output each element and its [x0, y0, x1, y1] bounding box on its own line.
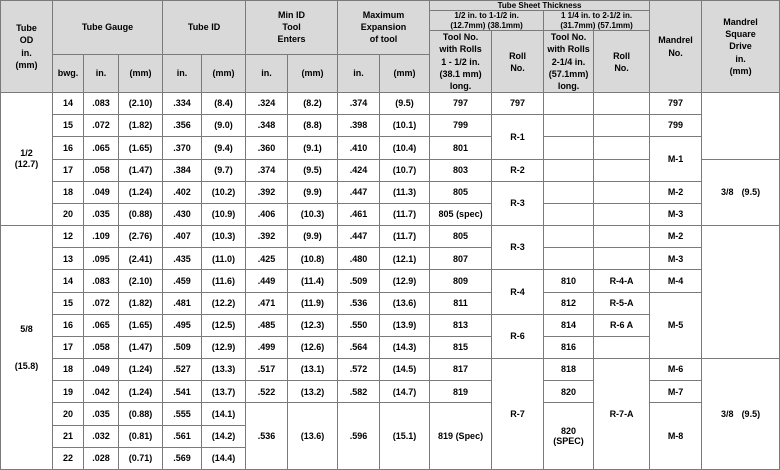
mandrel-square-drive: [702, 226, 780, 359]
gauge-bwg: 12: [53, 226, 84, 248]
gauge-bwg: 21: [53, 425, 84, 447]
header-msd-line1: Mandrel: [723, 17, 758, 28]
roll-no-2: [594, 159, 650, 181]
tube-id-in: .435: [163, 248, 202, 270]
max-exp-mm: (11.3): [380, 181, 430, 203]
header-tst-group-2: [544, 11, 650, 31]
tool-no-2: [544, 93, 594, 115]
header-msd-sub-mm: (mm): [729, 65, 752, 76]
max-exp-mm: (14.3): [380, 336, 430, 358]
header-tst-group-1: [430, 11, 544, 31]
header-tool-no-2-line2: with Rolls: [547, 44, 590, 55]
tube-id-mm: (12.9): [202, 336, 246, 358]
header-tool-no-1-line5: long.: [449, 80, 472, 91]
tube-id-mm: (13.7): [202, 381, 246, 403]
max-exp-in: .596: [338, 403, 380, 470]
gauge-in: .049: [84, 359, 119, 381]
tool-no-1: 819: [430, 381, 492, 403]
header-mandrel-no-line1: Mandrel: [658, 35, 693, 46]
header-tool-no-1-line4: (38.1 mm): [439, 68, 482, 79]
header-tube-sheet-thickness: Tube Sheet Thickness: [430, 1, 650, 11]
gauge-in: .095: [84, 248, 119, 270]
header-tool-no-2-line3: 2-1/4 in.: [551, 56, 586, 67]
max-exp-in: .550: [338, 314, 380, 336]
header-min-id-mm: (mm): [288, 54, 338, 92]
gauge-mm: (0.71): [119, 447, 163, 469]
tube-id-mm: (12.2): [202, 292, 246, 314]
roll-no-2: R-7-A: [594, 359, 650, 470]
header-min-id-line3: Enters: [277, 34, 306, 45]
tool-no-1: 803: [430, 159, 492, 181]
max-exp-in: .461: [338, 203, 380, 225]
gauge-mm: (1.47): [119, 159, 163, 181]
max-exp-in: .564: [338, 336, 380, 358]
gauge-in: .049: [84, 181, 119, 203]
max-exp-mm: (10.7): [380, 159, 430, 181]
min-id-in: .485: [246, 314, 288, 336]
header-tube-od: [1, 1, 53, 93]
table-row: [1, 270, 780, 292]
roll-no-2: [594, 181, 650, 203]
min-id-in: .522: [246, 381, 288, 403]
header-mandrel-no-line2: No.: [668, 47, 683, 58]
max-exp-in: .447: [338, 226, 380, 248]
gauge-bwg: 15: [53, 292, 84, 314]
header-tool-no-2-line4: (57.1mm): [548, 68, 589, 79]
tool-no-2: [544, 203, 594, 225]
gauge-in: .042: [84, 381, 119, 403]
mandrel-no: 799: [650, 115, 702, 137]
roll-no-1: R-3: [492, 181, 544, 225]
tube-id-mm: (12.5): [202, 314, 246, 336]
min-id-mm: (9.9): [288, 226, 338, 248]
tube-id-in: .430: [163, 203, 202, 225]
mandrel-square-drive: [702, 359, 780, 470]
min-id-in: .471: [246, 292, 288, 314]
tool-no-2: 816: [544, 336, 594, 358]
header-max-exp-in: in.: [338, 54, 380, 92]
header-maximum-expansion: [338, 1, 430, 55]
max-exp-in: .536: [338, 292, 380, 314]
header-tool-no-rolls-1: [430, 31, 492, 93]
tube-id-mm: (11.6): [202, 270, 246, 292]
max-exp-mm: (13.9): [380, 314, 430, 336]
gauge-mm: (0.88): [119, 203, 163, 225]
tool-no-2: 818: [544, 359, 594, 381]
header-roll-no-1-line1: Roll: [509, 50, 527, 61]
tool-no-1: 809: [430, 270, 492, 292]
header-mandrel-square-drive: [702, 1, 780, 93]
gauge-mm: (0.88): [119, 403, 163, 425]
gauge-in: .065: [84, 137, 119, 159]
min-id-mm: (13.6): [288, 403, 338, 470]
header-tool-no-1-line1: Tool No.: [442, 32, 479, 43]
gauge-in: .058: [84, 336, 119, 358]
header-msd-line2: Square: [725, 29, 756, 40]
tube-id-mm: (9.7): [202, 159, 246, 181]
header-roll-no-2-line1: Roll: [613, 50, 631, 61]
roll-no-2: [594, 93, 650, 115]
header-roll-no-1-line2: No.: [510, 62, 525, 73]
tool-no-2: [544, 181, 594, 203]
tube-id-in: .384: [163, 159, 202, 181]
header-msd-sub-in: in.: [735, 53, 746, 64]
table-row: [1, 403, 780, 425]
max-exp-mm: (11.7): [380, 203, 430, 225]
gauge-bwg: 19: [53, 381, 84, 403]
min-id-in: .425: [246, 248, 288, 270]
min-id-mm: (9.1): [288, 137, 338, 159]
tube-id-mm: (14.2): [202, 425, 246, 447]
tool-no-1: 815: [430, 336, 492, 358]
header-tst-group-1-line2: (12.7mm) (38.1mm): [450, 20, 523, 30]
gauge-mm: (0.81): [119, 425, 163, 447]
tube-id-in: .481: [163, 292, 202, 314]
header-tst-group-2-line1: 1 1/4 in. to 2-1/2 in.: [560, 11, 633, 21]
tube-id-in: .407: [163, 226, 202, 248]
gauge-bwg: 14: [53, 93, 84, 115]
roll-no-1: R-3: [492, 226, 544, 270]
gauge-mm: (2.76): [119, 226, 163, 248]
max-exp-mm: (14.7): [380, 381, 430, 403]
min-id-mm: (10.3): [288, 203, 338, 225]
gauge-bwg: 16: [53, 314, 84, 336]
gauge-in: .035: [84, 203, 119, 225]
gauge-in: .028: [84, 447, 119, 469]
tool-no-2: [544, 137, 594, 159]
gauge-in: .109: [84, 226, 119, 248]
table-row: [1, 115, 780, 137]
min-id-mm: (8.2): [288, 93, 338, 115]
max-exp-mm: (12.9): [380, 270, 430, 292]
min-id-in: .406: [246, 203, 288, 225]
msd-value-mm: (9.5): [741, 186, 761, 197]
roll-no-2: [594, 248, 650, 270]
min-id-in: .392: [246, 181, 288, 203]
header-gauge-bwg: bwg.: [53, 54, 84, 92]
msd-value-in: 3/8: [721, 408, 734, 419]
tube-id-in: .569: [163, 447, 202, 469]
header-tube-od-line4: (mm): [15, 59, 38, 70]
mandrel-no: M-2: [650, 181, 702, 203]
mandrel-no: M-6: [650, 359, 702, 381]
gauge-mm: (1.24): [119, 181, 163, 203]
tool-no-1: 799: [430, 115, 492, 137]
table-row: [1, 226, 780, 248]
header-roll-no-1: [492, 31, 544, 93]
mandrel-no: M-3: [650, 248, 702, 270]
header-tool-no-rolls-2: [544, 31, 594, 93]
table-row: [1, 203, 780, 225]
msd-value-mm: (9.5): [741, 408, 761, 419]
max-exp-mm: (15.1): [380, 403, 430, 470]
gauge-in: .058: [84, 159, 119, 181]
gauge-in: .083: [84, 93, 119, 115]
header-tool-no-2-line1: Tool No.: [550, 32, 587, 43]
mandrel-no: M-1: [650, 137, 702, 181]
gauge-mm: (2.10): [119, 270, 163, 292]
tube-od-value-in: 5/8: [20, 323, 33, 334]
gauge-bwg: 20: [53, 203, 84, 225]
tool-no-2: 814: [544, 314, 594, 336]
min-id-in: .499: [246, 336, 288, 358]
tool-no-2: [544, 115, 594, 137]
mandrel-no: M-2: [650, 226, 702, 248]
min-id-mm: (11.9): [288, 292, 338, 314]
table-row: [1, 181, 780, 203]
mandrel-no: M-7: [650, 381, 702, 403]
table-row: [1, 137, 780, 159]
gauge-in: .072: [84, 115, 119, 137]
tool-no-2: [544, 159, 594, 181]
header-roll-no-2: [594, 31, 650, 93]
roll-no-2: [594, 226, 650, 248]
header-msd-line3: Drive: [729, 41, 752, 52]
min-id-mm: (9.9): [288, 181, 338, 203]
gauge-bwg: 18: [53, 181, 84, 203]
tube-id-mm: (14.4): [202, 447, 246, 469]
tube-id-in: .334: [163, 93, 202, 115]
roll-no-2: R-6 A: [594, 314, 650, 336]
tool-no-2-line2: (SPEC): [553, 436, 584, 447]
min-id-mm: (13.2): [288, 381, 338, 403]
roll-no-1: R-1: [492, 115, 544, 159]
gauge-bwg: 20: [53, 403, 84, 425]
header-tool-no-1-line3: 1 - 1/2 in.: [441, 56, 480, 67]
roll-no-2: R-4-A: [594, 270, 650, 292]
tube-id-in: .561: [163, 425, 202, 447]
gauge-mm: (1.65): [119, 137, 163, 159]
gauge-mm: (2.10): [119, 93, 163, 115]
min-id-mm: (12.3): [288, 314, 338, 336]
tool-no-1: 805: [430, 181, 492, 203]
tool-no-2: [544, 248, 594, 270]
gauge-in: .032: [84, 425, 119, 447]
roll-no-1: 797: [492, 93, 544, 115]
gauge-mm: (1.82): [119, 292, 163, 314]
gauge-bwg: 14: [53, 270, 84, 292]
gauge-bwg: 16: [53, 137, 84, 159]
roll-no-1: R-6: [492, 314, 544, 358]
header-tube-od-line2: OD: [19, 35, 34, 46]
header-tst-group-2-line2: (31.7mm) (57.1mm): [560, 20, 633, 30]
gauge-in: .083: [84, 270, 119, 292]
table-row: [1, 93, 780, 115]
gauge-mm: (1.47): [119, 336, 163, 358]
tool-no-1: 807: [430, 248, 492, 270]
tube-od-value-mm: (12.7): [14, 159, 39, 170]
min-id-in: .374: [246, 159, 288, 181]
max-exp-mm: (12.1): [380, 248, 430, 270]
min-id-in: .324: [246, 93, 288, 115]
roll-no-2: [594, 336, 650, 358]
header-max-expansion-line1: Maximum: [362, 10, 405, 21]
min-id-in: .517: [246, 359, 288, 381]
min-id-mm: (8.8): [288, 115, 338, 137]
tube-od-value-in: 1/2: [20, 148, 33, 159]
tube-id-in: .370: [163, 137, 202, 159]
max-exp-mm: (10.4): [380, 137, 430, 159]
tool-no-1: 801: [430, 137, 492, 159]
tube-id-mm: (9.0): [202, 115, 246, 137]
table-body: [1, 93, 780, 470]
mandrel-square-drive: [702, 93, 780, 160]
tool-no-1: 811: [430, 292, 492, 314]
gauge-in: .072: [84, 292, 119, 314]
tube-id-in: .555: [163, 403, 202, 425]
tool-no-1: 817: [430, 359, 492, 381]
gauge-mm: (1.65): [119, 314, 163, 336]
header-tool-no-2-line5: long.: [557, 80, 580, 91]
mandrel-square-drive: [702, 159, 780, 226]
tube-id-mm: (10.3): [202, 226, 246, 248]
tube-id-mm: (8.4): [202, 93, 246, 115]
tube-id-in: .527: [163, 359, 202, 381]
max-exp-in: .398: [338, 115, 380, 137]
table-row: [1, 359, 780, 381]
min-id-in: .449: [246, 270, 288, 292]
tube-id-in: .402: [163, 181, 202, 203]
roll-no-2: R-5-A: [594, 292, 650, 314]
roll-no-1: R-4: [492, 270, 544, 314]
max-exp-in: .572: [338, 359, 380, 381]
max-exp-mm: (9.5): [380, 93, 430, 115]
header-tube-id: Tube ID: [163, 1, 246, 55]
tube-id-in: .495: [163, 314, 202, 336]
header-max-expansion-line3: of tool: [369, 34, 398, 45]
tube-id-mm: (11.0): [202, 248, 246, 270]
mandrel-no: M-3: [650, 203, 702, 225]
tool-no-2: [544, 403, 594, 470]
tube-id-in: .356: [163, 115, 202, 137]
header-tool-no-1-line2: with Rolls: [439, 44, 482, 55]
tube-id-mm: (13.3): [202, 359, 246, 381]
tube-id-mm: (9.4): [202, 137, 246, 159]
roll-no-2: [594, 203, 650, 225]
gauge-bwg: 17: [53, 336, 84, 358]
header-min-id-line2: Tool: [282, 22, 301, 33]
tool-no-2: 820: [544, 381, 594, 403]
tool-no-1: 797: [430, 93, 492, 115]
max-exp-in: .480: [338, 248, 380, 270]
table-row: [1, 292, 780, 314]
max-exp-mm: (13.6): [380, 292, 430, 314]
min-id-mm: (10.8): [288, 248, 338, 270]
max-exp-in: .582: [338, 381, 380, 403]
header-tube-id-in: in.: [163, 54, 202, 92]
tool-no-1: 819 (Spec): [430, 403, 492, 470]
tube-od-value-mm: (15.8): [14, 360, 39, 371]
max-exp-mm: (14.5): [380, 359, 430, 381]
gauge-mm: (1.82): [119, 115, 163, 137]
max-exp-in: .447: [338, 181, 380, 203]
tube-id-in: .509: [163, 336, 202, 358]
min-id-mm: (13.1): [288, 359, 338, 381]
roll-no-2: [594, 115, 650, 137]
max-exp-in: .374: [338, 93, 380, 115]
header-min-id-line1: Min ID: [278, 10, 306, 21]
gauge-bwg: 13: [53, 248, 84, 270]
tube-od-cell-half: [1, 93, 53, 226]
tool-no-2: 810: [544, 270, 594, 292]
max-exp-mm: (11.7): [380, 226, 430, 248]
header-mandrel-no: [650, 1, 702, 93]
tube-od-cell-five-eighths: [1, 226, 53, 470]
header-gauge-in: in.: [84, 54, 119, 92]
mandrel-no: 797: [650, 93, 702, 115]
header-min-id-tool-enters: [246, 1, 338, 55]
min-id-in: .536: [246, 403, 288, 470]
header-row-1: [1, 1, 780, 11]
header-max-expansion-line2: Expansion: [360, 22, 407, 33]
header-tst-group-1-line1: 1/2 in. to 1-1/2 in.: [454, 11, 519, 21]
tube-id-mm: (10.9): [202, 203, 246, 225]
tube-id-in: .459: [163, 270, 202, 292]
table-header: [1, 1, 780, 93]
roll-no-2: [594, 137, 650, 159]
max-exp-in: .410: [338, 137, 380, 159]
table-row: [1, 381, 780, 403]
roll-no-1: R-7: [492, 359, 544, 470]
gauge-mm: (1.24): [119, 381, 163, 403]
header-tube-id-mm: (mm): [202, 54, 246, 92]
tool-no-2: 812: [544, 292, 594, 314]
min-id-mm: (9.5): [288, 159, 338, 181]
tool-no-2: [544, 226, 594, 248]
min-id-in: .348: [246, 115, 288, 137]
gauge-mm: (2.41): [119, 248, 163, 270]
header-gauge-mm: (mm): [119, 54, 163, 92]
gauge-bwg: 18: [53, 359, 84, 381]
gauge-bwg: 15: [53, 115, 84, 137]
gauge-bwg: 22: [53, 447, 84, 469]
min-id-mm: (11.4): [288, 270, 338, 292]
mandrel-no: M-4: [650, 270, 702, 292]
tool-no-1: 813: [430, 314, 492, 336]
max-exp-in: .509: [338, 270, 380, 292]
min-id-in: .392: [246, 226, 288, 248]
header-tube-gauge: Tube Gauge: [53, 1, 163, 55]
table-row: [1, 248, 780, 270]
gauge-bwg: 17: [53, 159, 84, 181]
header-tube-od-line3: in.: [21, 47, 32, 58]
tube-id-mm: (14.1): [202, 403, 246, 425]
mandrel-no: M-5: [650, 292, 702, 359]
header-max-exp-mm: (mm): [380, 54, 430, 92]
tube-id-in: .541: [163, 381, 202, 403]
gauge-in: .035: [84, 403, 119, 425]
gauge-mm: (1.24): [119, 359, 163, 381]
gauge-in: .065: [84, 314, 119, 336]
header-tube-od-line1: Tube: [16, 23, 37, 34]
roll-no-1: R-2: [492, 159, 544, 181]
max-exp-in: .424: [338, 159, 380, 181]
max-exp-mm: (10.1): [380, 115, 430, 137]
tube-od-spacer: [1, 335, 52, 361]
mandrel-no: M-8: [650, 403, 702, 470]
min-id-in: .360: [246, 137, 288, 159]
tool-no-1: 805: [430, 226, 492, 248]
min-id-mm: (12.6): [288, 336, 338, 358]
msd-value-in: 3/8: [721, 186, 734, 197]
tube-id-mm: (10.2): [202, 181, 246, 203]
tool-no-1: 805 (spec): [430, 203, 492, 225]
header-roll-no-2-line2: No.: [614, 62, 629, 73]
header-min-id-in: in.: [246, 54, 288, 92]
tool-no-2-line1: 820: [561, 425, 577, 436]
